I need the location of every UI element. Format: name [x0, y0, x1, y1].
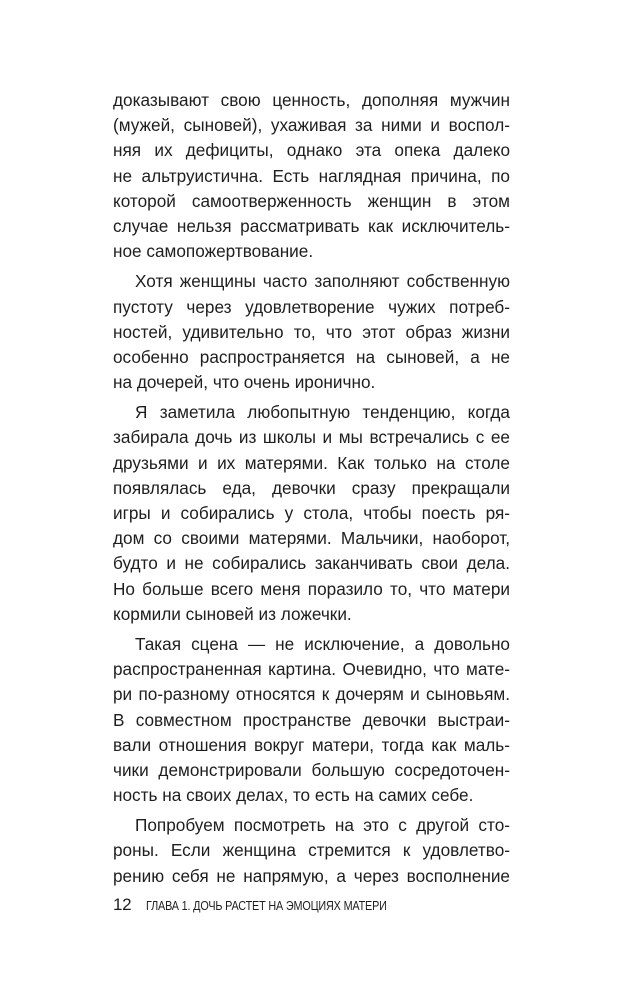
text-line: рению себя не напрямую, а через восполнение [113, 865, 510, 886]
page-footer [113, 893, 439, 917]
text-line: ность на своих делах, то есть на самих себе. [113, 785, 474, 806]
text-line: особенно распространяется на сыновей, а не [113, 346, 510, 367]
text-line: чики демонстрировали большую сосредоточен- [113, 759, 510, 780]
text-line: ное самопожертвование. [113, 241, 314, 262]
text-line: (мужей, сыновей), ухаживая за ними и воспол- [113, 115, 510, 136]
text-line: распространенная картина. Очевидно, что мате- [113, 659, 510, 680]
body-text [113, 88, 510, 889]
text-line: роны. Если женщина стремится к удовлетво- [113, 840, 510, 861]
text-line: не альтруистична. Есть наглядная причина, по [113, 165, 510, 186]
text-line: Но больше всего меня поразило то, что матери [113, 578, 510, 599]
paragraph-3 [113, 400, 510, 627]
text-line: кормили сыновей из ложечки. [113, 603, 352, 624]
text-line: Хотя женщины часто заполняют собственную [135, 271, 510, 292]
paragraph-5 [113, 813, 510, 889]
text-line: В совместном пространстве девочки выстраи- [113, 709, 510, 730]
paragraph-2 [113, 269, 510, 395]
text-line: Такая сцена — не исключение, а довольно [135, 633, 510, 654]
text-line: появлялась еда, девочки сразу прекращали [113, 477, 510, 498]
text-line: няя их дефициты, однако эта опека далеко [113, 140, 510, 161]
text-line: на дочерей, что очень иронично. [113, 372, 376, 393]
paragraph-4 [113, 632, 510, 808]
text-line: дом со своими матерями. Мальчики, наоборот, [113, 528, 510, 549]
text-line: вали отношения вокруг матери, тогда как маль- [113, 734, 510, 755]
text-line: друзьями и их матерями. Как только на столе [113, 452, 510, 473]
text-line: игры и собирались у стола, чтобы поесть ря- [113, 503, 510, 523]
paragraph-1 [113, 88, 510, 264]
page-number: 12 [113, 895, 132, 914]
text-line: ри по-разному относятся к дочерям и сыновьям. [113, 684, 510, 705]
text-line: случае нельзя рассматривать как исключитель- [113, 215, 510, 236]
text-line: пустоту через удовлетворение чужих потреб- [113, 296, 510, 317]
running-head: ГЛАВА 1. ДОЧЬ РАСТЕТ НА ЭМОЦИЯХ МАТЕРИ [145, 898, 387, 913]
text-line: доказывают свою ценность, дополняя мужчин [113, 90, 510, 110]
text-line: забирала дочь из школы и мы встречались с ее [113, 427, 510, 448]
text-line: которой самоотверженность женщин в этом [113, 190, 510, 211]
text-line: ностей, удивительно то, что этот образ жизни [113, 321, 510, 342]
text-line: будто и не собирались заканчивать свои дела. [113, 553, 510, 574]
text-line: Я заметила любопытную тенденцию, когда [135, 402, 510, 423]
text-line: Попробуем посмотреть на это с другой сто- [135, 815, 510, 836]
